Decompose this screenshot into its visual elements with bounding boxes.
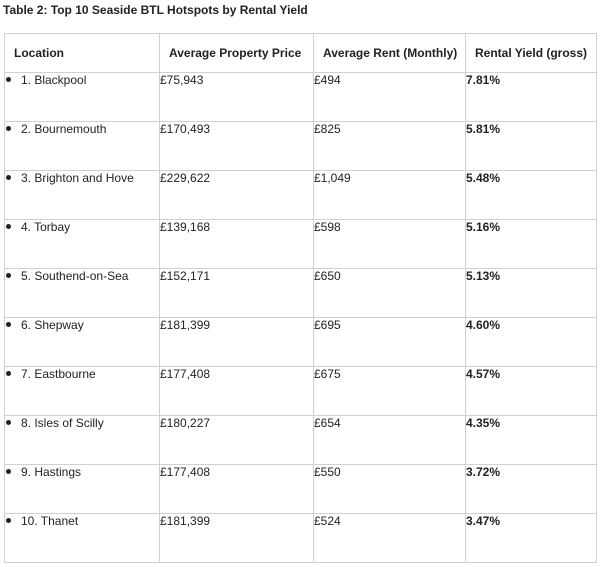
table-row <box>5 171 597 220</box>
rent-cell: £524 <box>314 514 466 563</box>
rent-cell: £1,049 <box>314 171 466 220</box>
rental-yield-table <box>4 33 597 563</box>
table-row <box>5 416 597 465</box>
price-cell: £181,399 <box>160 514 314 563</box>
rent-cell: £550 <box>314 465 466 514</box>
location-name: 8. Isles of Scilly <box>21 416 104 430</box>
table-row <box>5 269 597 318</box>
location-name: 4. Torbay <box>21 220 71 234</box>
table-row <box>5 220 597 269</box>
table-row <box>5 465 597 514</box>
location-cell <box>5 122 160 171</box>
location-cell <box>5 465 160 514</box>
price-cell: £229,622 <box>160 171 314 220</box>
location-name: 7. Eastbourne <box>21 367 96 381</box>
bullet-icon <box>6 224 11 229</box>
table-row <box>5 514 597 563</box>
bullet-icon <box>6 77 11 82</box>
yield-cell: 5.16% <box>466 220 597 269</box>
header-average-rent: Average Rent (Monthly) <box>314 34 466 73</box>
rent-cell: £695 <box>314 318 466 367</box>
rent-cell: £825 <box>314 122 466 171</box>
price-cell: £152,171 <box>160 269 314 318</box>
bullet-icon <box>6 469 11 474</box>
location-cell <box>5 514 160 563</box>
price-cell: £177,408 <box>160 367 314 416</box>
location-name: 3. Brighton and Hove <box>21 171 134 185</box>
yield-cell: 4.60% <box>466 318 597 367</box>
price-cell: £180,227 <box>160 416 314 465</box>
location-name: 1. Blackpool <box>21 73 87 87</box>
price-cell: £139,168 <box>160 220 314 269</box>
price-cell: £170,493 <box>160 122 314 171</box>
yield-cell: 5.81% <box>466 122 597 171</box>
yield-cell: 3.47% <box>466 514 597 563</box>
yield-cell: 5.13% <box>466 269 597 318</box>
yield-cell: 4.35% <box>466 416 597 465</box>
table-row <box>5 367 597 416</box>
yield-cell: 5.48% <box>466 171 597 220</box>
table-row <box>5 318 597 367</box>
bullet-icon <box>6 518 11 523</box>
rent-cell: £654 <box>314 416 466 465</box>
bullet-icon <box>6 322 11 327</box>
header-rental-yield: Rental Yield (gross) <box>466 34 597 73</box>
location-cell <box>5 416 160 465</box>
location-cell <box>5 318 160 367</box>
location-cell <box>5 73 160 122</box>
location-cell <box>5 171 160 220</box>
location-name: 10. Thanet <box>21 514 79 528</box>
rent-cell: £675 <box>314 367 466 416</box>
bullet-icon <box>6 371 11 376</box>
rent-cell: £494 <box>314 73 466 122</box>
price-cell: £181,399 <box>160 318 314 367</box>
location-name: 6. Shepway <box>21 318 84 332</box>
rent-cell: £598 <box>314 220 466 269</box>
location-name: 9. Hastings <box>21 465 82 479</box>
location-name: 2. Bournemouth <box>21 122 107 136</box>
table-row <box>5 73 597 122</box>
location-cell <box>5 269 160 318</box>
yield-cell: 3.72% <box>466 465 597 514</box>
yield-cell: 4.57% <box>466 367 597 416</box>
bullet-icon <box>6 175 11 180</box>
bullet-icon <box>6 126 11 131</box>
location-cell <box>5 367 160 416</box>
price-cell: £75,943 <box>160 73 314 122</box>
table-row <box>5 122 597 171</box>
table-caption: Table 2: Top 10 Seaside BTL Hotspots by Rental Yield <box>3 3 308 17</box>
table-header-row <box>5 34 597 73</box>
bullet-icon <box>6 420 11 425</box>
header-location: Location <box>5 34 160 73</box>
price-cell: £177,408 <box>160 465 314 514</box>
location-cell <box>5 220 160 269</box>
rent-cell: £650 <box>314 269 466 318</box>
yield-cell: 7.81% <box>466 73 597 122</box>
location-name: 5. Southend-on-Sea <box>21 269 129 283</box>
header-average-property-price: Average Property Price <box>160 34 314 73</box>
bullet-icon <box>6 273 11 278</box>
